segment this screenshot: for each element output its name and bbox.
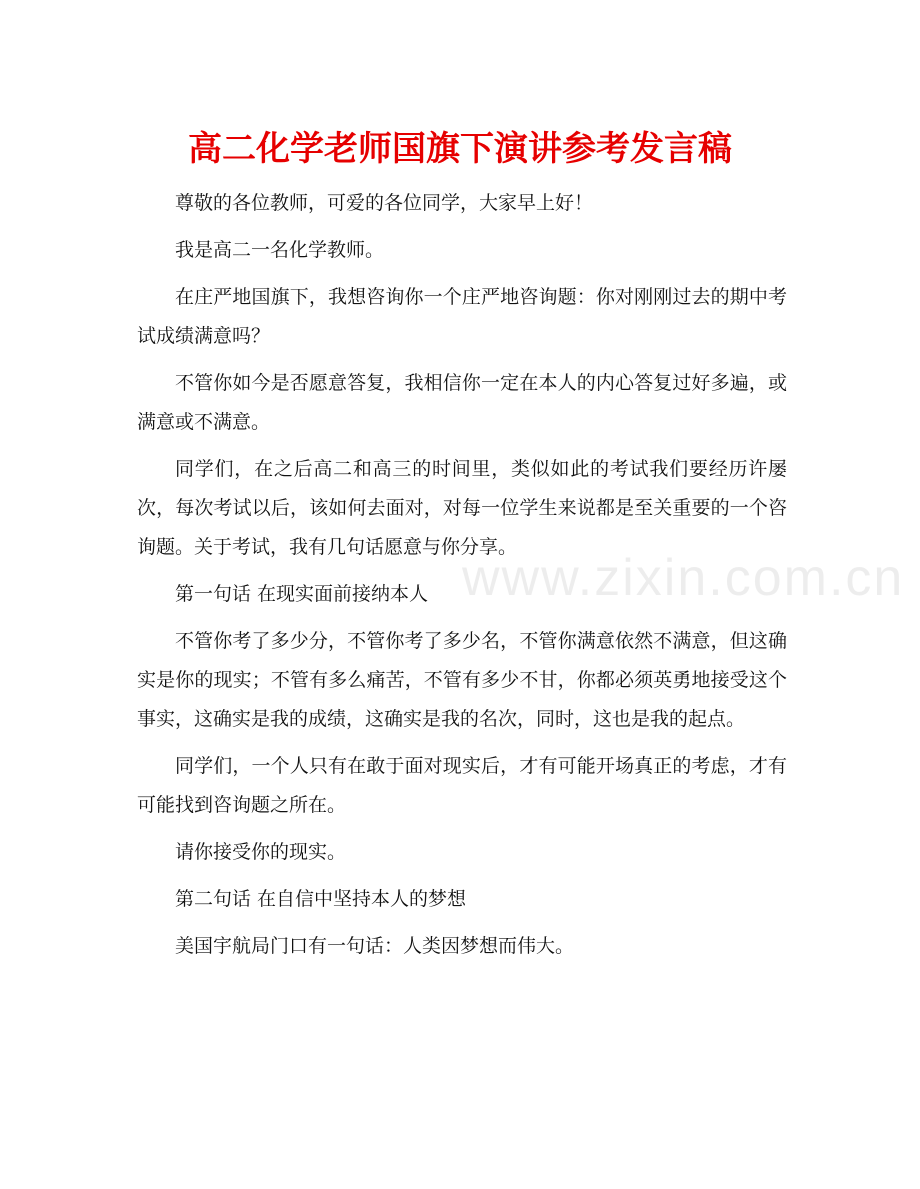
paragraph-exams: 同学们，在之后高二和高三的时间里，类似如此的考试我们要经历许屡次，每次考试以后，该如何去面对，对每一位学生来说都是至关重要的一个咨询题。关于考试，我有几句话愿意与你分享。 — [137, 458, 787, 558]
paragraph-answer: 不管你如今是否愿意答复，我相信你一定在本人的内心答复过好多遍，或满意或不满意。 — [137, 372, 787, 433]
paragraph-nasa-quote: 美国宇航局门口有一句话：人类因梦想而伟大。 — [175, 935, 575, 957]
section-heading-2: 第二句话 在自信中坚持本人的梦想 — [175, 888, 467, 910]
paragraph-intro: 我是高二一名化学教师。 — [175, 239, 385, 261]
document-body — [137, 184, 787, 974]
watermark: www.zixin.com.cn — [462, 549, 905, 607]
paragraph-question: 在庄严地国旗下，我想咨询你一个庄严地咨询题：你对刚刚过去的期中考试成绩满意吗？ — [137, 286, 787, 347]
paragraph-greeting: 尊敬的各位教师，可爱的各位同学，大家早上好！ — [175, 192, 594, 214]
paragraph-accept-reality: 不管你考了多少分，不管你考了多少名，不管你满意依然不满意，但这确实是你的现实；不管有多么痛苦，不管有多少不甘，你都必须英勇地接受这个事实，这确实是我的成绩，这确实是我的名次，同时，这也是我的起点。 — [137, 630, 787, 730]
paragraph-face-reality: 同学们，一个人只有在敢于面对现实后，才有可能开场真正的考虑，才有可能找到咨询题之所在。 — [137, 755, 787, 816]
section-heading-1: 第一句话 在现实面前接纳本人 — [175, 583, 429, 605]
document-title: 高二化学老师国旗下演讲参考发言稿 — [188, 129, 732, 169]
paragraph-accept: 请你接受你的现实。 — [175, 841, 347, 863]
